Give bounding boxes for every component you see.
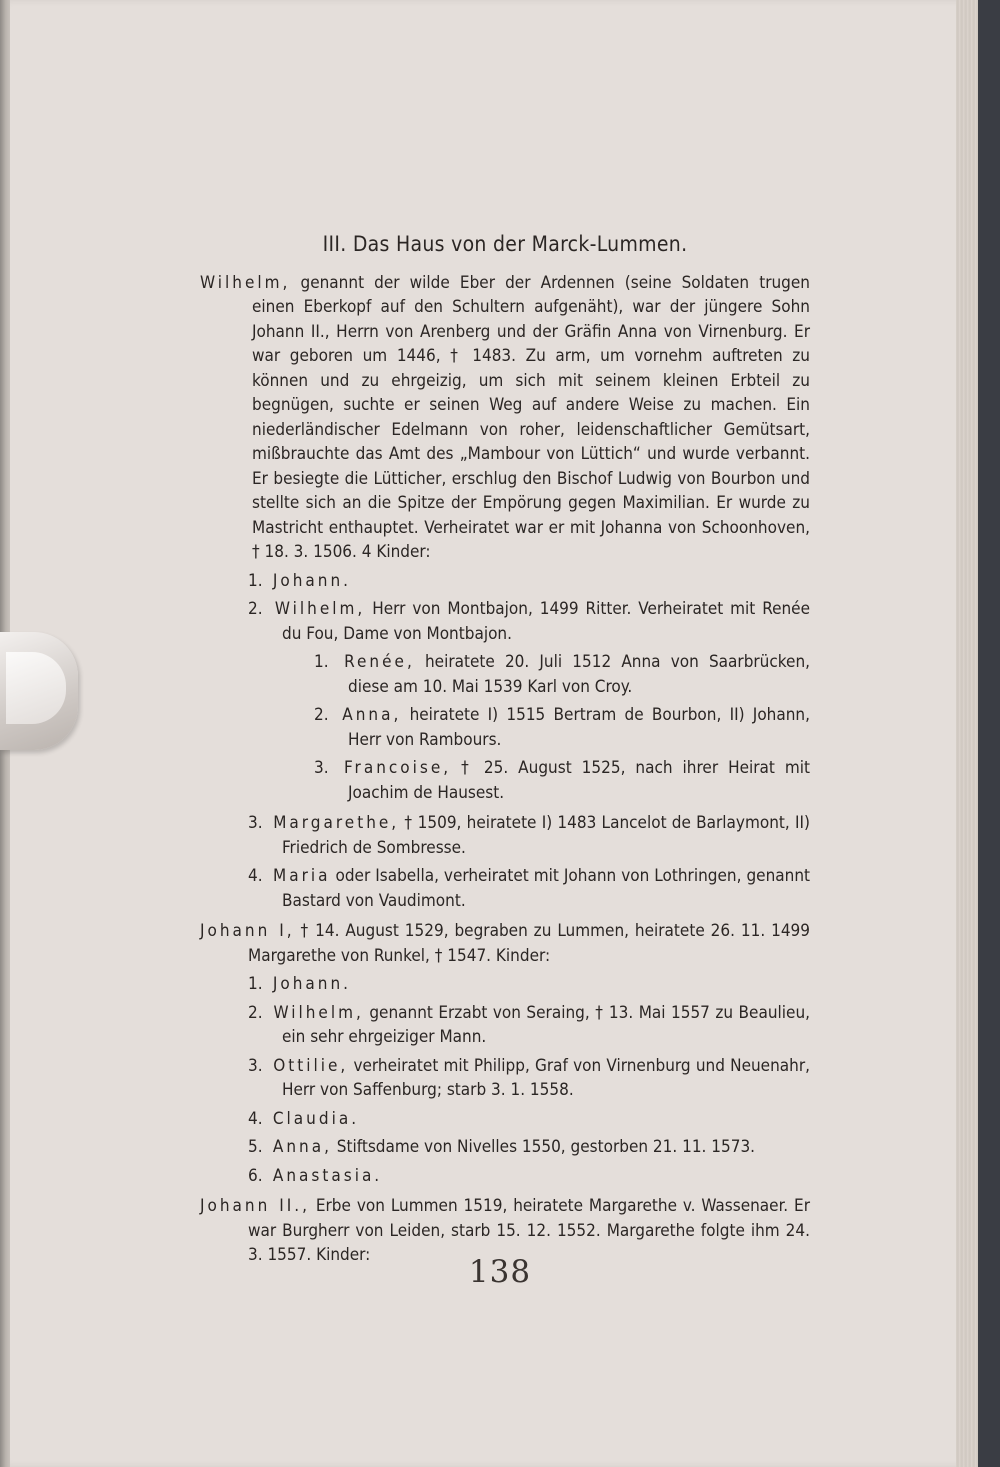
grandchild-item: 3. Francoise, † 25. August 1525, nach ihrer Heirat mit Joachim de Hausest. (314, 758, 811, 803)
child-item: 3. Ottilie, verheiratet mit Philipp, Graf von Virnenburg und Neuenahr, Herr von Saffenburg; starb 3. 1. 1558. (248, 1055, 810, 1100)
page-number: 138 (468, 1254, 532, 1290)
child-item: 3. Margarethe, † 1509, heiratete I) 1483 Lancelot de Barlaymont, II) Friedrich de Sombresse. (248, 813, 810, 858)
entry-text: Erbe von Lummen 1519, heiratete Margarethe v. Wassenaer. Er war Burgherr von Leiden, starb 15. 12. 1552. Margarethe folgte ihm 24. 3. 1557. Kinder: (248, 1196, 811, 1265)
grandchildren-list (246, 650, 810, 805)
child-item: 1. Johann. (248, 974, 352, 994)
child-item: 4. Maria oder Isabella, verheiratet mit Johann von Lothringen, genannt Bastard von Vaudimont. (248, 866, 811, 911)
child-item: 1. Johann. (248, 570, 352, 591)
grandchild-item: 1. Renée, heiratete 20. Juli 1512 Anna von Saarbrücken, diese am 10. Mai 1539 Karl von Croy. (314, 652, 811, 697)
child-item: 6. Anastasia. (248, 1165, 383, 1186)
genealogy-entry-johann-i (200, 919, 810, 968)
entry-name: Johann I, (200, 921, 295, 941)
chapter-title: III. Das Haus von der Marck-Lummen. (322, 232, 688, 256)
child-item: 5. Anna, Stiftsdame von Nivelles 1550, gestorben 21. 11. 1573. (248, 1137, 756, 1157)
page-edge-stack (956, 0, 978, 1467)
child-item: 2. Wilhelm, Herr von Montbajon, 1499 Ritter. Verheiratet mit Renée du Fou, Dame von Montbajon. 1. Renée, heiratete 20. Juli 1512 Anna von Saarbrücken, diese am 10. Mai 1539 Karl von Croy. 2. Anna, heiratete I) 1515 Bertram de Bourbon, II) Johann, Herr von Rambours. 3. Francoise, † 25. August 1525, nach ihrer Heirat mit Joachim de Hausest. (200, 597, 810, 805)
entry-name: Wilhelm, (200, 272, 291, 293)
children-list (200, 972, 810, 1188)
genealogy-entry-wilhelm (200, 271, 810, 565)
grandchild-item: 2. Anna, heiratete I) 1515 Bertram de Bourbon, II) Johann, Herr von Rambours. (314, 705, 810, 750)
entry-name: Johann II., (200, 1196, 310, 1216)
children-list (200, 569, 810, 914)
entry-text: † 14. August 1529, begraben zu Lummen, heiratete 26. 11. 1499 Margarethe von Runkel, † 1547. Kinder: (248, 921, 810, 966)
child-item: 2. Wilhelm, genannt Erzabt von Seraing, † 13. Mai 1557 zu Beaulieu, ein sehr ehrgeiziger Mann. (248, 1002, 810, 1047)
page-text-block (200, 224, 810, 1272)
child-item: 4. Claudia. (248, 1108, 360, 1129)
page-clip (0, 632, 78, 750)
entry-text: genannt der wilde Eber der Ardennen (seine Soldaten trugen einen Eberkopf auf den Schultern aufgenäht), war der jüngere Sohn Johann II., Herrn von Arenberg und der Gräfin Anna von Virnenburg. Er war geboren um 1446, † 1483. Zu arm, um vornehm auftreten zu können und zu ehrgeizig, um sich mit seinem kleinen Erbteil zu begnügen, suchte er seinen Weg auf andere Weise zu machen. Ein niederländischer Edelmann von roher, leidenschaftlicher Gemütsart, mißbrauchte das Amt des „Mambour von Lüttich“ und wurde verbannt. Er besiegte die Lütticher, erschlug den Bischof Ludwig von Bourbon und stellte sich an die Spitze der Empörung gegen Maximilian. Er wurde zu Mastricht enthauptet. Verheiratet war er mit Johanna von Schoonhoven, † 18. 3. 1506. 4 Kinder: (252, 272, 810, 562)
